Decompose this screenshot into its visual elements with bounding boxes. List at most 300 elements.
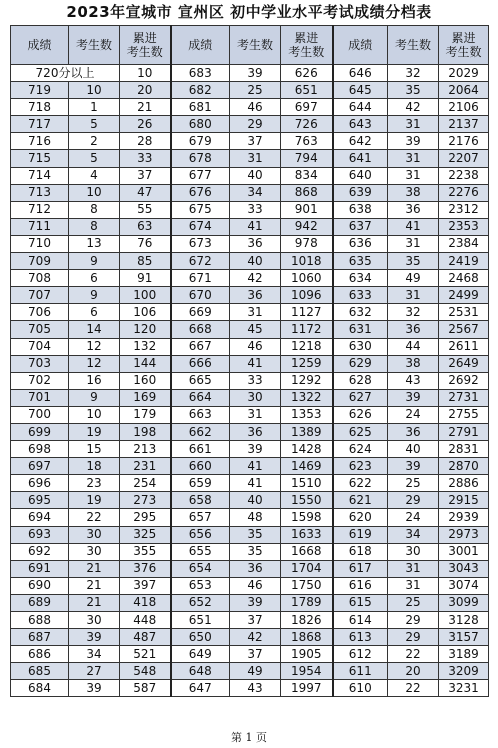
score-cell: 719 [11, 82, 69, 99]
score-cell: 705 [11, 321, 69, 338]
count-cell: 32 [388, 65, 439, 82]
score-cell: 673 [171, 235, 230, 252]
count-cell: 35 [388, 253, 439, 270]
count-cell: 21 [69, 594, 120, 611]
score-cell: 629 [333, 355, 388, 372]
score-cell: 636 [333, 235, 388, 252]
score-cell: 667 [171, 338, 230, 355]
score-cell: 634 [333, 270, 388, 287]
cumulative-cell: 76 [120, 235, 171, 252]
table-row [11, 355, 489, 372]
cumulative-cell: 169 [120, 389, 171, 406]
count-cell: 2 [69, 133, 120, 150]
count-cell: 40 [230, 253, 281, 270]
score-cell: 637 [333, 218, 388, 235]
count-cell: 43 [230, 680, 281, 697]
table-row [11, 458, 489, 475]
cumulative-cell: 901 [281, 201, 333, 218]
score-cell: 640 [333, 167, 388, 184]
cumulative-cell: 2064 [439, 82, 489, 99]
count-cell: 41 [388, 218, 439, 235]
score-cell: 696 [11, 475, 69, 492]
table-row [11, 389, 489, 406]
cumulative-cell: 3209 [439, 663, 489, 680]
count-cell: 22 [69, 509, 120, 526]
table-row [11, 201, 489, 218]
cumulative-cell: 1750 [281, 577, 333, 594]
score-cell: 677 [171, 167, 230, 184]
cumulative-cell: 697 [281, 99, 333, 116]
count-cell: 5 [69, 150, 120, 167]
table-row [11, 526, 489, 543]
count-cell: 39 [230, 65, 281, 82]
score-cell: 715 [11, 150, 69, 167]
cumulative-cell: 2531 [439, 304, 489, 321]
cumulative-cell: 834 [281, 167, 333, 184]
score-cell: 643 [333, 116, 388, 133]
cumulative-cell: 448 [120, 612, 171, 629]
score-cell: 710 [11, 235, 69, 252]
count-cell: 20 [388, 663, 439, 680]
cumulative-cell: 106 [120, 304, 171, 321]
table-row [11, 646, 489, 663]
cumulative-cell: 120 [120, 321, 171, 338]
table-row [11, 577, 489, 594]
score-cell: 679 [171, 133, 230, 150]
page-footer: 第 1 页 [231, 731, 267, 744]
score-cell: 692 [11, 543, 69, 560]
score-cell: 614 [333, 612, 388, 629]
score-cell: 664 [171, 389, 230, 406]
cumulative-cell: 418 [120, 594, 171, 611]
table-row [11, 629, 489, 646]
cumulative-cell: 1127 [281, 304, 333, 321]
count-cell: 39 [388, 133, 439, 150]
cumulative-cell: 2353 [439, 218, 489, 235]
count-cell: 10 [69, 184, 120, 201]
score-cell: 690 [11, 577, 69, 594]
score-cell: 698 [11, 441, 69, 458]
count-cell: 24 [388, 509, 439, 526]
count-cell: 31 [388, 116, 439, 133]
count-cell: 36 [388, 201, 439, 218]
table-row [11, 475, 489, 492]
count-cell: 29 [388, 612, 439, 629]
score-cell: 695 [11, 492, 69, 509]
score-cell: 648 [171, 663, 230, 680]
count-cell: 21 [69, 577, 120, 594]
score-cell: 660 [171, 458, 230, 475]
cumulative-cell: 1218 [281, 338, 333, 355]
cumulative-cell: 2468 [439, 270, 489, 287]
cumulative-cell: 47 [120, 184, 171, 201]
score-cell: 685 [11, 663, 69, 680]
cumulative-cell: 21 [120, 99, 171, 116]
cumulative-cell: 397 [120, 577, 171, 594]
score-cell: 711 [11, 218, 69, 235]
count-cell: 16 [69, 372, 120, 389]
cumulative-cell: 1668 [281, 543, 333, 560]
count-cell: 14 [69, 321, 120, 338]
score-header: 成绩 [333, 26, 388, 65]
cumulative-cell: 55 [120, 201, 171, 218]
cumulative-cell: 1018 [281, 253, 333, 270]
score-cell: 618 [333, 543, 388, 560]
count-cell: 21 [69, 560, 120, 577]
count-cell: 5 [69, 116, 120, 133]
cumulative-cell: 1510 [281, 475, 333, 492]
count-cell: 39 [230, 441, 281, 458]
count-cell: 18 [69, 458, 120, 475]
table-row [11, 338, 489, 355]
score-cell: 617 [333, 560, 388, 577]
score-cell: 616 [333, 577, 388, 594]
score-cell: 656 [171, 526, 230, 543]
score-cell: 682 [171, 82, 230, 99]
cumulative-cell: 1868 [281, 629, 333, 646]
table-row [11, 65, 489, 82]
table-row [11, 372, 489, 389]
cumulative-cell: 1905 [281, 646, 333, 663]
count-cell: 39 [230, 594, 281, 611]
cumulative-cell: 198 [120, 423, 171, 440]
score-cell: 670 [171, 287, 230, 304]
cumulative-cell: 1428 [281, 441, 333, 458]
cumulative-cell: 2238 [439, 167, 489, 184]
cumulative-cell: 1322 [281, 389, 333, 406]
count-cell: 36 [388, 423, 439, 440]
cumulative-cell: 2791 [439, 423, 489, 440]
score-cell: 647 [171, 680, 230, 697]
cumulative-cell: 2567 [439, 321, 489, 338]
cumulative-cell: 3074 [439, 577, 489, 594]
count-cell: 40 [230, 492, 281, 509]
score-cell: 686 [11, 646, 69, 663]
table-row [11, 287, 489, 304]
cumulative-cell: 2886 [439, 475, 489, 492]
cumulative-cell: 1389 [281, 423, 333, 440]
count-cell: 9 [69, 253, 120, 270]
cumulative-cell: 254 [120, 475, 171, 492]
table-row [11, 560, 489, 577]
cumulative-cell: 28 [120, 133, 171, 150]
score-cell: 703 [11, 355, 69, 372]
cumulative-cell: 2029 [439, 65, 489, 82]
score-cell: 658 [171, 492, 230, 509]
count-cell: 19 [69, 423, 120, 440]
count-cell: 9 [69, 287, 120, 304]
count-cell: 6 [69, 304, 120, 321]
cumulative-cell: 2137 [439, 116, 489, 133]
score-cell: 657 [171, 509, 230, 526]
score-cell: 623 [333, 458, 388, 475]
count-cell: 41 [230, 355, 281, 372]
count-cell: 45 [230, 321, 281, 338]
count-cell: 22 [388, 680, 439, 697]
count-cell: 33 [230, 372, 281, 389]
cumulative-cell: 132 [120, 338, 171, 355]
table-row [11, 253, 489, 270]
table-row [11, 116, 489, 133]
table-row [11, 99, 489, 116]
count-cell: 33 [230, 201, 281, 218]
cumulative-cell: 2312 [439, 201, 489, 218]
cumulative-cell: 2939 [439, 509, 489, 526]
score-cell: 669 [171, 304, 230, 321]
count-cell: 42 [230, 270, 281, 287]
count-cell: 44 [388, 338, 439, 355]
count-cell: 34 [69, 646, 120, 663]
cumulative-cell: 763 [281, 133, 333, 150]
score-header: 成绩 [171, 26, 230, 65]
score-cell: 624 [333, 441, 388, 458]
cumulative-cell: 2207 [439, 150, 489, 167]
count-cell: 31 [230, 406, 281, 423]
score-cell: 688 [11, 612, 69, 629]
cumulative-cell: 794 [281, 150, 333, 167]
cumulative-cell: 37 [120, 167, 171, 184]
table-row [11, 133, 489, 150]
cumulative-cell: 2731 [439, 389, 489, 406]
score-cell: 691 [11, 560, 69, 577]
count-cell: 31 [388, 577, 439, 594]
count-header: 考生数 [69, 26, 120, 65]
score-cell: 628 [333, 372, 388, 389]
count-cell: 31 [230, 304, 281, 321]
score-cell: 674 [171, 218, 230, 235]
cumulative-cell: 3099 [439, 594, 489, 611]
score-cell: 635 [333, 253, 388, 270]
count-cell: 10 [69, 82, 120, 99]
score-cell: 622 [333, 475, 388, 492]
count-cell: 32 [388, 304, 439, 321]
count-cell: 43 [388, 372, 439, 389]
count-cell: 49 [388, 270, 439, 287]
table-row [11, 594, 489, 611]
count-cell: 22 [388, 646, 439, 663]
score-cell: 707 [11, 287, 69, 304]
score-cell: 708 [11, 270, 69, 287]
cumulative-header: 累进 考生数 [281, 26, 333, 65]
table-row [11, 509, 489, 526]
count-cell: 15 [69, 441, 120, 458]
cumulative-cell: 1826 [281, 612, 333, 629]
table-row [11, 304, 489, 321]
table-row [11, 184, 489, 201]
count-cell: 38 [388, 184, 439, 201]
cumulative-cell: 2106 [439, 99, 489, 116]
count-cell: 36 [230, 560, 281, 577]
table-row [11, 663, 489, 680]
cumulative-cell: 1172 [281, 321, 333, 338]
cumulative-cell: 325 [120, 526, 171, 543]
count-cell: 36 [230, 235, 281, 252]
count-cell: 34 [230, 184, 281, 201]
count-cell: 40 [388, 441, 439, 458]
count-cell: 40 [230, 167, 281, 184]
cumulative-cell: 2831 [439, 441, 489, 458]
score-cell: 627 [333, 389, 388, 406]
cumulative-cell: 376 [120, 560, 171, 577]
score-cell: 662 [171, 423, 230, 440]
count-cell: 30 [69, 612, 120, 629]
cumulative-cell: 2419 [439, 253, 489, 270]
count-cell: 35 [230, 526, 281, 543]
count-cell: 29 [388, 492, 439, 509]
cumulative-cell: 1353 [281, 406, 333, 423]
score-cell: 672 [171, 253, 230, 270]
score-cell: 709 [11, 253, 69, 270]
cumulative-cell: 1096 [281, 287, 333, 304]
count-cell: 23 [69, 475, 120, 492]
cumulative-cell: 651 [281, 82, 333, 99]
cumulative-cell: 160 [120, 372, 171, 389]
table-row [11, 235, 489, 252]
cumulative-cell: 3001 [439, 543, 489, 560]
count-cell: 35 [388, 82, 439, 99]
score-cell: 654 [171, 560, 230, 577]
cumulative-cell: 1292 [281, 372, 333, 389]
count-cell: 35 [230, 543, 281, 560]
score-cell: 611 [333, 663, 388, 680]
table-row [11, 423, 489, 440]
cumulative-cell: 2611 [439, 338, 489, 355]
score-cell: 645 [333, 82, 388, 99]
table-row [11, 270, 489, 287]
score-cell: 687 [11, 629, 69, 646]
score-cell: 704 [11, 338, 69, 355]
score-cell: 678 [171, 150, 230, 167]
count-cell: 10 [69, 406, 120, 423]
count-cell: 41 [230, 218, 281, 235]
cumulative-cell: 2276 [439, 184, 489, 201]
score-cell: 613 [333, 629, 388, 646]
score-cell: 642 [333, 133, 388, 150]
cumulative-cell: 100 [120, 287, 171, 304]
score-cell: 702 [11, 372, 69, 389]
score-cell: 633 [333, 287, 388, 304]
table-row [11, 150, 489, 167]
cumulative-cell: 2973 [439, 526, 489, 543]
score-cell: 663 [171, 406, 230, 423]
count-cell: 25 [388, 475, 439, 492]
table-row [11, 612, 489, 629]
cumulative-cell: 26 [120, 116, 171, 133]
score-cell: 720分以上 [11, 65, 120, 82]
score-cell: 625 [333, 423, 388, 440]
score-cell: 639 [333, 184, 388, 201]
count-cell: 8 [69, 201, 120, 218]
cumulative-cell: 85 [120, 253, 171, 270]
table-row [11, 167, 489, 184]
count-cell: 31 [230, 150, 281, 167]
cumulative-cell: 2176 [439, 133, 489, 150]
cumulative-cell: 2755 [439, 406, 489, 423]
score-cell: 668 [171, 321, 230, 338]
score-cell: 621 [333, 492, 388, 509]
count-cell: 8 [69, 218, 120, 235]
count-cell: 9 [69, 389, 120, 406]
cumulative-cell: 213 [120, 441, 171, 458]
cumulative-cell: 273 [120, 492, 171, 509]
count-cell: 25 [388, 594, 439, 611]
cumulative-cell: 295 [120, 509, 171, 526]
count-cell: 30 [69, 526, 120, 543]
table-row [11, 82, 489, 99]
cumulative-cell: 487 [120, 629, 171, 646]
cumulative-header: 累进 考生数 [439, 26, 489, 65]
cumulative-cell: 587 [120, 680, 171, 697]
cumulative-cell: 1469 [281, 458, 333, 475]
count-cell: 41 [230, 458, 281, 475]
score-cell: 714 [11, 167, 69, 184]
page-title: 2023年宣城市 宣州区 初中学业水平考试成绩分档表 [66, 3, 432, 21]
count-cell: 36 [230, 287, 281, 304]
count-cell: 39 [69, 680, 120, 697]
cumulative-cell: 942 [281, 218, 333, 235]
count-cell: 38 [388, 355, 439, 372]
cumulative-cell: 2499 [439, 287, 489, 304]
count-cell: 42 [230, 629, 281, 646]
score-cell: 646 [333, 65, 388, 82]
table-row [11, 218, 489, 235]
cumulative-cell: 179 [120, 406, 171, 423]
cumulative-cell: 726 [281, 116, 333, 133]
count-cell: 24 [388, 406, 439, 423]
cumulative-cell: 10 [120, 65, 171, 82]
score-cell: 610 [333, 680, 388, 697]
score-cell: 701 [11, 389, 69, 406]
table-row [11, 680, 489, 697]
count-cell: 36 [388, 321, 439, 338]
score-cell: 694 [11, 509, 69, 526]
count-cell: 12 [69, 338, 120, 355]
cumulative-cell: 548 [120, 663, 171, 680]
cumulative-cell: 1550 [281, 492, 333, 509]
cumulative-cell: 3043 [439, 560, 489, 577]
count-cell: 31 [388, 167, 439, 184]
count-header: 考生数 [230, 26, 281, 65]
count-cell: 29 [388, 629, 439, 646]
count-cell: 46 [230, 577, 281, 594]
score-cell: 649 [171, 646, 230, 663]
count-cell: 19 [69, 492, 120, 509]
count-cell: 39 [388, 389, 439, 406]
count-cell: 1 [69, 99, 120, 116]
score-cell: 718 [11, 99, 69, 116]
count-cell: 46 [230, 99, 281, 116]
score-cell: 638 [333, 201, 388, 218]
score-cell: 655 [171, 543, 230, 560]
count-cell: 49 [230, 663, 281, 680]
score-cell: 697 [11, 458, 69, 475]
score-cell: 626 [333, 406, 388, 423]
header-row [11, 26, 489, 65]
table-row [11, 543, 489, 560]
score-cell: 680 [171, 116, 230, 133]
count-cell: 41 [230, 475, 281, 492]
count-cell: 42 [388, 99, 439, 116]
cumulative-cell: 3189 [439, 646, 489, 663]
count-cell: 30 [69, 543, 120, 560]
score-cell: 651 [171, 612, 230, 629]
score-cell: 712 [11, 201, 69, 218]
count-cell: 36 [230, 423, 281, 440]
cumulative-header: 累进 考生数 [120, 26, 171, 65]
score-cell: 650 [171, 629, 230, 646]
score-cell: 659 [171, 475, 230, 492]
count-cell: 30 [230, 389, 281, 406]
